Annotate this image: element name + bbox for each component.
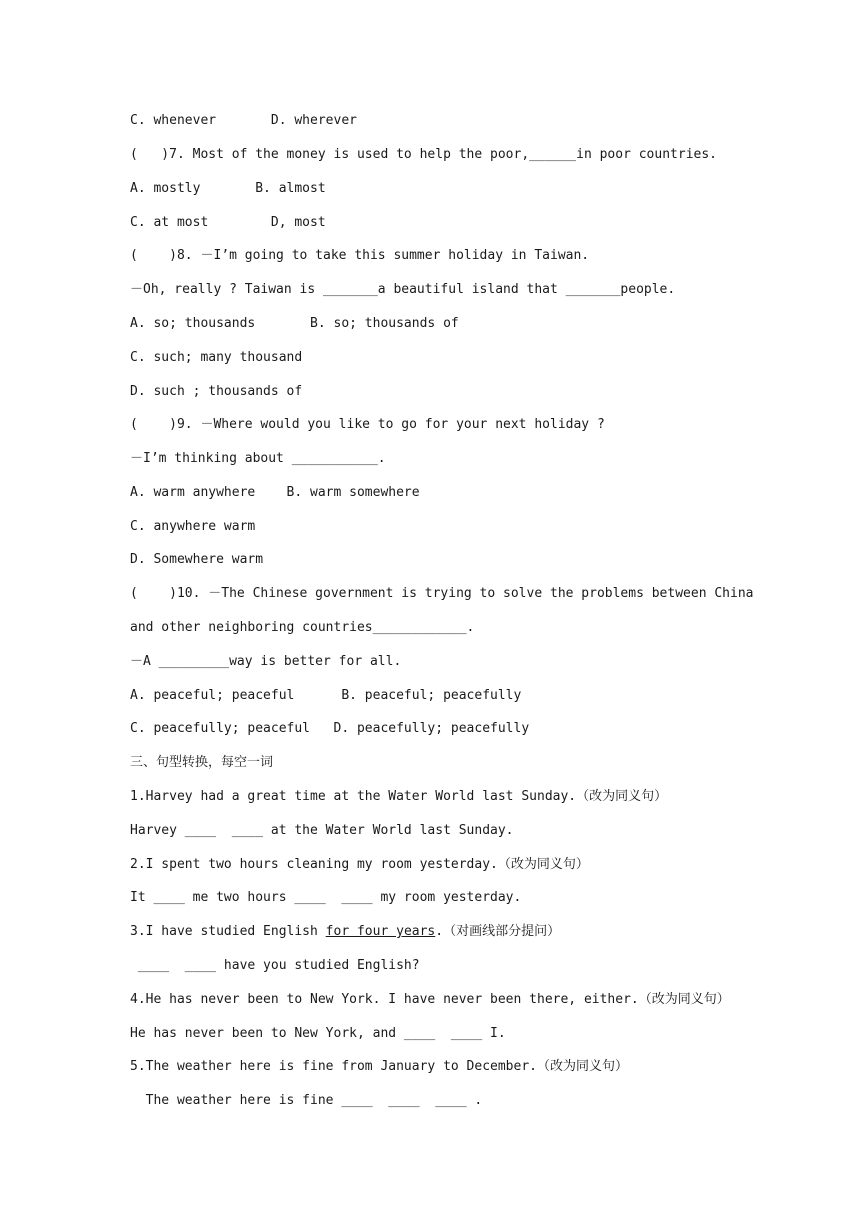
question-10: ( )10. －The Chinese government is trying to solve the problems between China: [130, 586, 754, 601]
option-line-8-d: D. such ; thousands of: [130, 384, 303, 399]
section-heading: 三、句型转换，每空一词: [130, 755, 274, 770]
option-line-10-ab: A. peaceful; peaceful B. peaceful; peacefully: [130, 688, 522, 703]
option-line-6-cd: C. whenever D. wherever: [130, 113, 357, 128]
option-line-9-d: D. Somewhere warm: [130, 552, 264, 567]
question-10-response: －A _________way is better for all.: [130, 654, 402, 669]
option-line-9-ab: A. warm anywhere B. warm somewhere: [130, 485, 420, 500]
transform-5-answer: The weather here is fine ____ ____ ____ .: [130, 1093, 483, 1108]
question-9-response: －I’m thinking about ___________.: [130, 451, 386, 466]
transform-3-answer: ____ ____ have you studied English?: [130, 958, 420, 973]
option-line-8-c: C. such; many thousand: [130, 350, 303, 365]
transform-4: 4.He has never been to New York. I have never been there, either.（改为同义句）: [130, 992, 730, 1007]
question-7: ( )7. Most of the money is used to help the poor,______in poor countries.: [130, 147, 717, 162]
option-line-7-cd: C. at most D, most: [130, 215, 326, 230]
transform-3: [130, 923, 560, 941]
transform-2-answer: It ____ me two hours ____ ____ my room yesterday.: [130, 890, 522, 905]
transform-3-underlined: for four years: [325, 924, 436, 939]
question-8-response: －Oh, really ? Taiwan is _______a beautiful island that _______people.: [130, 282, 676, 297]
option-line-8-ab: A. so; thousands B. so; thousands of: [130, 316, 459, 331]
question-10-cont: and other neighboring countries____________.: [130, 620, 475, 635]
transform-1-answer: Harvey ____ ____ at the Water World last Sunday.: [130, 823, 514, 838]
transform-1: 1.Harvey had a great time at the Water World last Sunday.（改为同义句）: [130, 789, 668, 804]
transform-4-answer: He has never been to New York, and ____ ____ I.: [130, 1026, 506, 1041]
option-line-7-ab: A. mostly B. almost: [130, 181, 326, 196]
question-9: ( )9. －Where would you like to go for your next holiday ?: [130, 417, 605, 432]
option-line-10-cd: C. peacefully; peaceful D. peacefully; peacefully: [130, 721, 530, 736]
transform-2: 2.I spent two hours cleaning my room yesterday.（改为同义句）: [130, 857, 589, 872]
question-8: ( )8. －I’m going to take this summer holiday in Taiwan.: [130, 248, 590, 263]
transform-3-after: .（对画线部分提问）: [435, 924, 561, 939]
transform-3-before: 3.I have studied English: [130, 924, 326, 939]
option-line-9-c: C. anywhere warm: [130, 519, 256, 534]
transform-5: 5.The weather here is fine from January to December.（改为同义句）: [130, 1059, 628, 1074]
